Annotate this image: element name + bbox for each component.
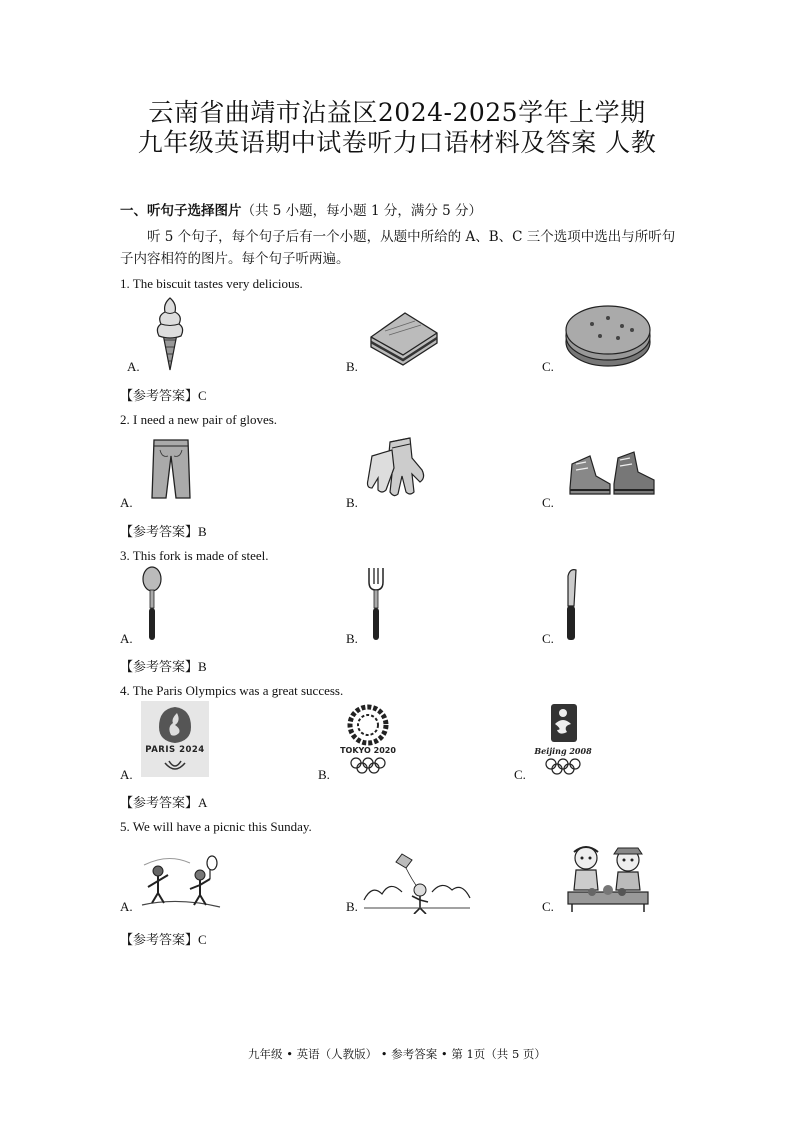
badminton-scene <box>138 845 224 915</box>
q2-option-c: C. <box>542 495 554 510</box>
tokyo-logo <box>338 703 398 777</box>
trousers-icon <box>148 436 194 502</box>
q5-option-b: B. <box>346 899 358 914</box>
q4-option-a: A. <box>120 767 133 782</box>
answer-prefix: 【参考答案】 <box>120 796 199 811</box>
sandwich-icon <box>365 307 443 369</box>
q1-answer-value: C <box>198 388 207 403</box>
beijing-logo <box>533 702 593 778</box>
gloves-icon <box>364 434 442 502</box>
section-heading <box>120 199 482 219</box>
q2-option-b: B. <box>346 495 358 510</box>
section-instructions: 听 5 个句子，每个句子后有一个小题，从题中所给的 A、B、C 三个选项中选出与所听句子内容相符的图片。每个句子听两遍。 <box>120 229 676 267</box>
section-heading-text: 一、听句子选择图片 <box>120 203 242 219</box>
q1-option-a: A. <box>127 359 140 374</box>
page-title-line2: 九年级英语期中试卷听力口语材料及答案 人教 <box>137 128 657 157</box>
answer-prefix: 【参考答案】 <box>120 525 199 540</box>
q5-option-a: A. <box>120 899 133 914</box>
q5-option-c: C. <box>542 899 554 914</box>
tokyo-emblem-icon <box>338 703 398 777</box>
question-4-text: 4. The Paris Olympics was a great success. <box>120 683 344 698</box>
q1-option-c: C. <box>542 359 554 374</box>
page-title-line1: 云南省曲靖市沾益区2024-2025学年上学期 <box>148 98 646 127</box>
picnic-scene <box>562 842 654 914</box>
q4-answer-value: A <box>198 795 208 810</box>
spoon-icon <box>140 566 164 642</box>
paris-logo <box>141 701 209 777</box>
q3-answer <box>120 656 207 675</box>
section-note: （共 5 小题，每小题 1 分，满分 5 分） <box>241 203 483 219</box>
q5-answer-value: C <box>198 932 207 947</box>
q3-option-b: B. <box>346 631 358 646</box>
q2-option-a: A. <box>120 495 133 510</box>
question-3-text: 3. This fork is made of steel. <box>120 548 269 563</box>
question-5-text: 5. We will have a picnic this Sunday. <box>120 819 312 834</box>
paris-flame-icon <box>141 701 209 777</box>
page-footer: 九年级 • 英语（人教版） • 参考答案 • 第 1页（共 5 页） <box>248 1047 546 1061</box>
question-1-text: 1. The biscuit tastes very delicious. <box>120 276 303 291</box>
fork-icon <box>366 566 386 642</box>
kite-scene <box>362 850 472 914</box>
beijing-logo-text: Beijing 2008 <box>534 746 592 756</box>
biscuit-icon <box>562 302 654 370</box>
q3-option-c: C. <box>542 631 554 646</box>
shoes-icon <box>566 448 658 500</box>
ice-cream-icon <box>145 294 195 372</box>
q5-answer <box>120 929 207 948</box>
answer-prefix: 【参考答案】 <box>120 660 199 675</box>
q3-option-a: A. <box>120 631 133 646</box>
answer-prefix: 【参考答案】 <box>120 933 199 948</box>
answer-prefix: 【参考答案】 <box>120 389 199 404</box>
q4-answer <box>120 792 207 811</box>
tokyo-logo-text: TOKYO 2020 <box>340 746 396 755</box>
q2-answer <box>120 521 207 540</box>
q4-option-b: B. <box>318 767 330 782</box>
question-2-text: 2. I need a new pair of gloves. <box>120 412 278 427</box>
q1-option-b: B. <box>346 359 358 374</box>
q4-option-c: C. <box>514 767 526 782</box>
paris-logo-text: PARIS 2024 <box>145 745 205 755</box>
beijing-seal-icon <box>533 702 593 778</box>
q2-answer-value: B <box>198 524 207 539</box>
q1-answer <box>120 385 207 404</box>
knife-icon <box>562 566 580 642</box>
q3-answer-value: B <box>198 659 207 674</box>
